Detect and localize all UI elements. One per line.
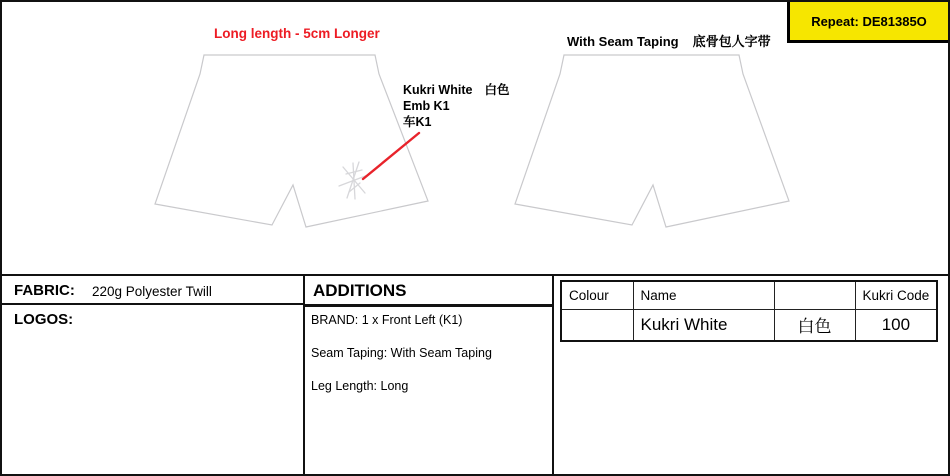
repeat-code-box (787, 2, 948, 43)
colour-table (560, 280, 938, 342)
fabric-value: 220g Polyester Twill (92, 284, 212, 299)
logos-label: LOGOS: (14, 311, 74, 328)
addition-brand: BRAND: 1 x Front Left (K1) (311, 313, 463, 327)
additions-header-underline (303, 304, 554, 307)
panel-top-border (2, 274, 950, 276)
name-header-cell: Name (633, 281, 774, 309)
right-view-title (567, 31, 771, 50)
kukri-code-cell: 100 (855, 309, 937, 341)
colour-swatch-cell (561, 309, 633, 341)
fabric-logos-divider (2, 303, 305, 305)
shorts-outline-seam-taping (515, 55, 789, 227)
annotation-colour-name: Kukri White (403, 83, 473, 97)
annotation-line3: 车K1 (403, 115, 432, 129)
colour-name-zh-cell: 白色 (774, 309, 855, 341)
addition-leg-length: Leg Length: Long (311, 379, 409, 393)
left-view-title: Long length - 5cm Longer (214, 26, 380, 41)
colour-header-cell: Colour (561, 281, 633, 309)
embroidery-annotation (403, 82, 509, 130)
repeat-code-label: Repeat: DE81385O (811, 13, 927, 29)
name-zh-header-cell (774, 281, 855, 309)
colour-name-cell: Kukri White (633, 309, 774, 341)
annotation-colour-name-zh: 白色 (484, 83, 510, 97)
addition-seam-taping: Seam Taping: With Seam Taping (311, 346, 492, 360)
shorts-outline-long (155, 55, 428, 227)
right-view-title-en: With Seam Taping (567, 34, 679, 49)
colour-table-header-row (561, 281, 937, 309)
additions-title: ADDITIONS (313, 281, 407, 300)
colour-table-row (561, 309, 937, 341)
kukri-code-header-cell: Kukri Code (855, 281, 937, 309)
annotation-line2: Emb K1 (403, 99, 450, 113)
right-view-title-zh: 底骨包人字带 (692, 34, 771, 49)
annotation-line1 (403, 82, 509, 98)
brand-mark-sketch (339, 162, 368, 199)
fabric-label: FABRIC: (14, 282, 75, 299)
